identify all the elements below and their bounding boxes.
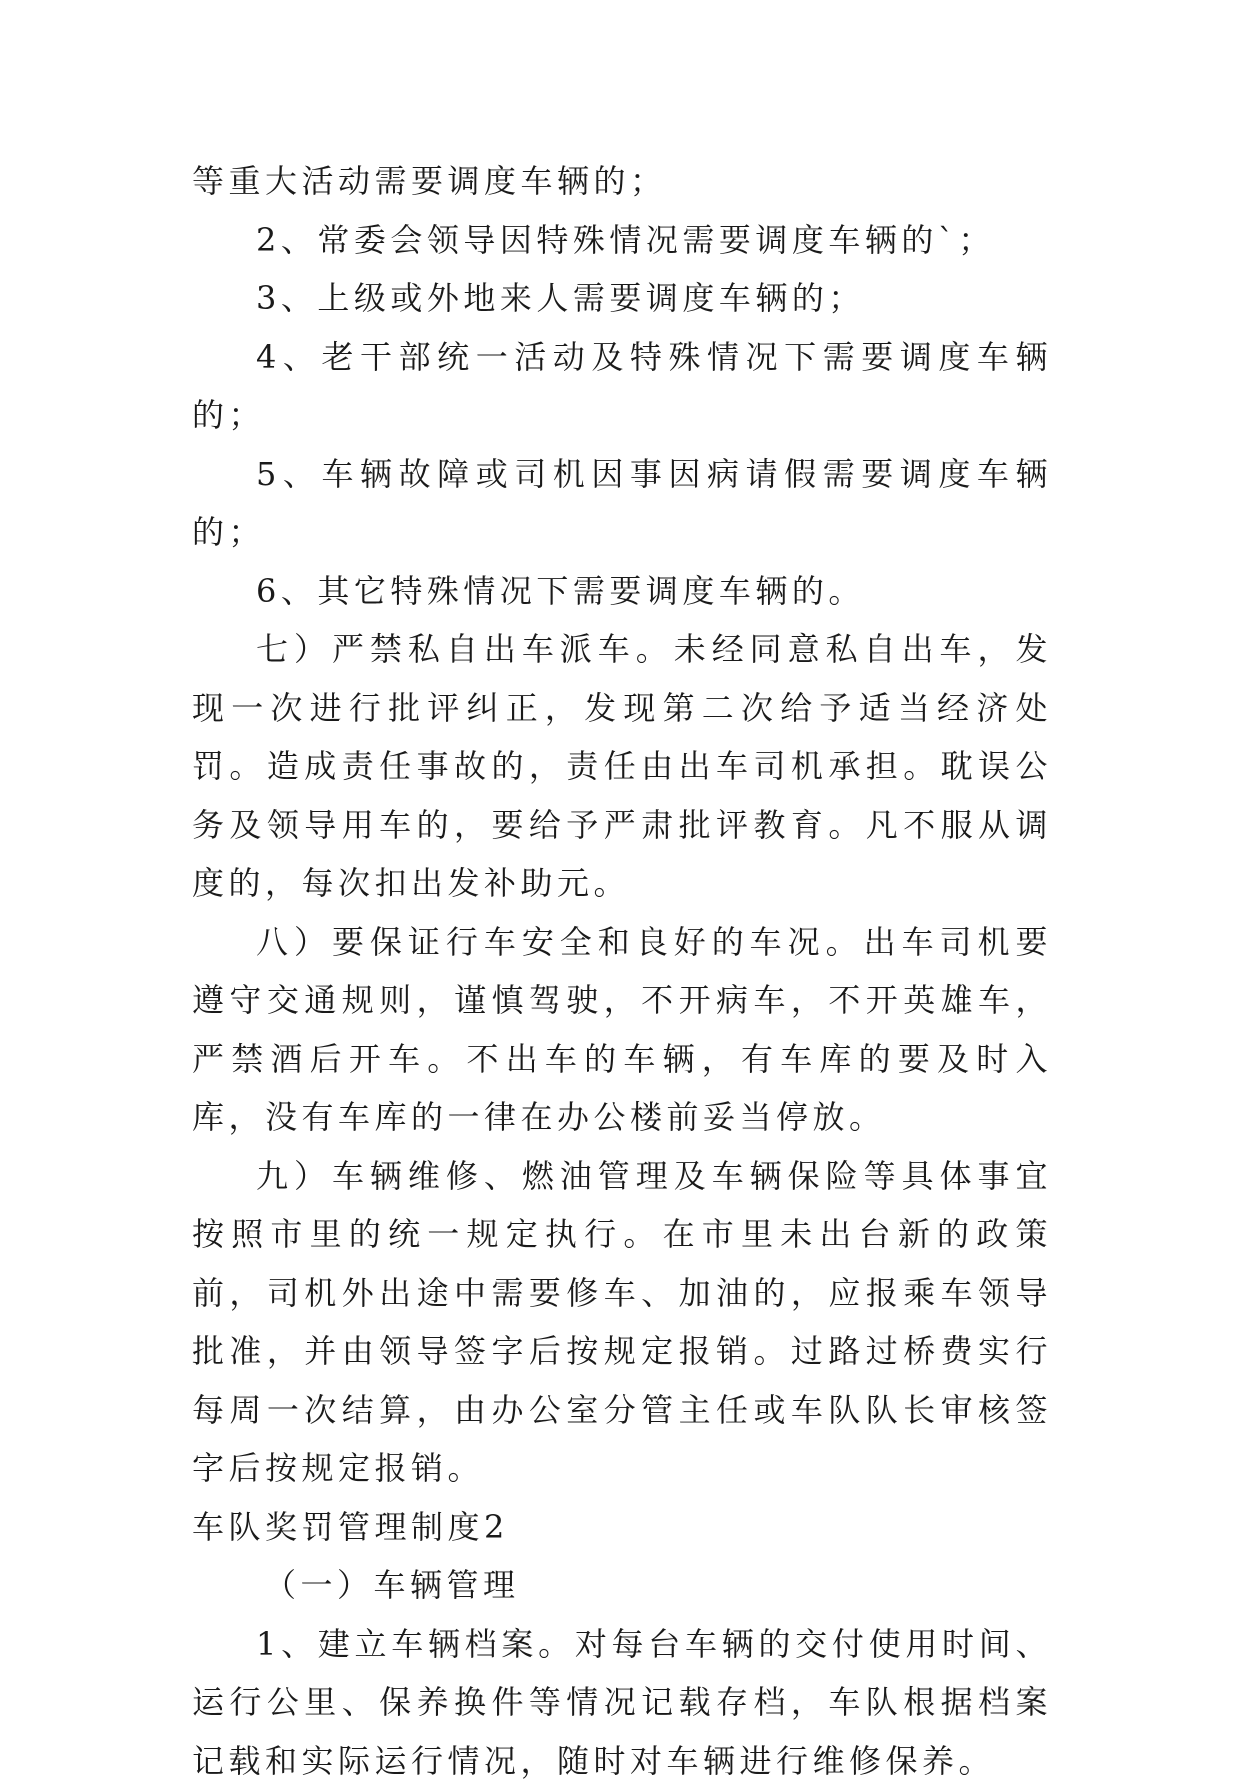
section-heading: 车队奖罚管理制度2 bbox=[192, 1498, 1052, 1557]
list-item-5: 5、车辆故障或司机因事因病请假需要调度车辆的； bbox=[192, 445, 1052, 562]
list-item-3: 3、上级或外地来人需要调度车辆的； bbox=[192, 269, 1052, 328]
document-page bbox=[192, 152, 1052, 1790]
paragraph-section-9: 九）车辆维修、燃油管理及车辆保险等具体事宜按照市里的统一规定执行。在市里未出台新的政策前，司机外出途中需要修车、加油的，应报乘车领导批准，并由领导签字后按规定报销。过路过桥费实行每周一次结算，由办公室分管主任或车队队长审核签字后按规定报销。 bbox=[192, 1147, 1052, 1498]
paragraph-vehicle-records: 1、建立车辆档案。对每台车辆的交付使用时间、运行公里、保养换件等情况记载存档，车队根据档案记载和实际运行情况，随时对车辆进行维修保养。 bbox=[192, 1615, 1052, 1790]
subsection-heading: （一）车辆管理 bbox=[192, 1556, 1052, 1615]
list-item-4: 4、老干部统一活动及特殊情况下需要调度车辆的； bbox=[192, 328, 1052, 445]
paragraph-continuation: 等重大活动需要调度车辆的； bbox=[192, 152, 1052, 211]
paragraph-section-8: 八）要保证行车安全和良好的车况。出车司机要遵守交通规则，谨慎驾驶，不开病车，不开英雄车，严禁酒后开车。不出车的车辆，有车库的要及时入库，没有车库的一律在办公楼前妥当停放。 bbox=[192, 913, 1052, 1147]
list-item-6: 6、其它特殊情况下需要调度车辆的。 bbox=[192, 562, 1052, 621]
paragraph-section-7: 七）严禁私自出车派车。未经同意私自出车，发现一次进行批评纠正，发现第二次给予适当经济处罚。造成责任事故的，责任由出车司机承担。耽误公务及领导用车的，要给予严肃批评教育。凡不服从调度的，每次扣出发补助元。 bbox=[192, 620, 1052, 913]
list-item-2: 2、常委会领导因特殊情况需要调度车辆的`； bbox=[192, 211, 1052, 270]
